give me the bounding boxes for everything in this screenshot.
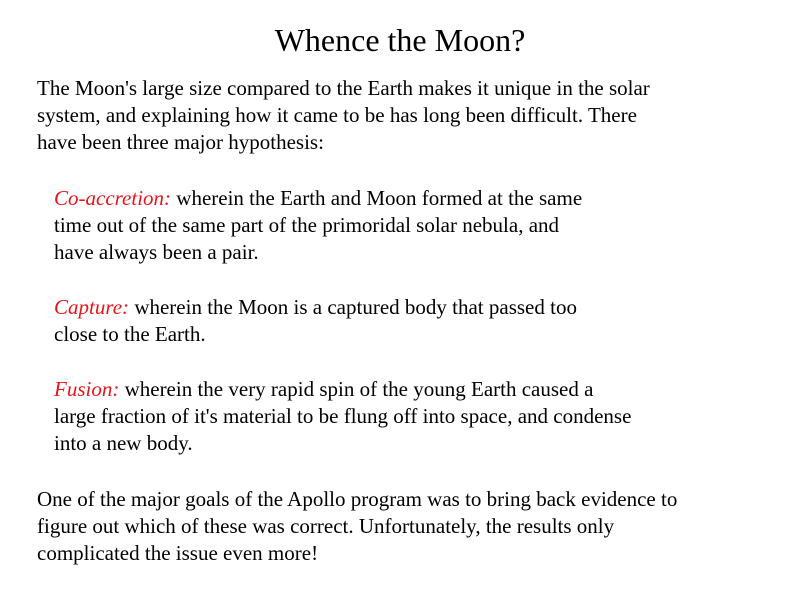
hypothesis-text: have always been a pair. <box>54 240 259 264</box>
hypothesis-text: large fraction of it's material to be flung off into space, and condense <box>54 404 632 428</box>
hypothesis-co-accretion <box>54 185 734 266</box>
conclusion-line: One of the major goals of the Apollo program was to bring back evidence to <box>37 487 678 511</box>
hypothesis-text: close to the Earth. <box>54 322 206 346</box>
hypothesis-first-line <box>54 376 734 403</box>
conclusion-line: figure out which of these was correct. Unfortunately, the results only <box>37 514 615 538</box>
hypothesis-first-line <box>54 294 734 321</box>
hypothesis-term: Fusion: <box>54 377 120 401</box>
hypothesis-text: time out of the same part of the primoridal solar nebula, and <box>54 213 560 237</box>
conclusion-paragraph <box>37 486 777 567</box>
hypothesis-term: Capture: <box>54 295 130 319</box>
intro-line: have been three major hypothesis: <box>37 130 324 154</box>
hypothesis-term: Co-accretion: <box>54 186 172 210</box>
hypothesis-fusion <box>54 376 734 457</box>
intro-line: system, and explaining how it came to be has long been difficult. There <box>37 103 637 127</box>
hypothesis-capture <box>54 294 734 348</box>
hypothesis-first-line <box>54 185 734 212</box>
hypothesis-text: into a new body. <box>54 431 193 455</box>
slide-title: Whence the Moon? <box>274 22 526 58</box>
hypothesis-text: wherein the Earth and Moon formed at the same <box>171 186 583 210</box>
intro-line: The Moon's large size compared to the Earth makes it unique in the solar <box>37 76 650 100</box>
intro-paragraph <box>37 75 757 156</box>
hypothesis-text: wherein the very rapid spin of the young Earth caused a <box>119 377 594 401</box>
hypothesis-text: wherein the Moon is a captured body that passed too <box>129 295 577 319</box>
conclusion-line: complicated the issue even more! <box>37 541 319 565</box>
